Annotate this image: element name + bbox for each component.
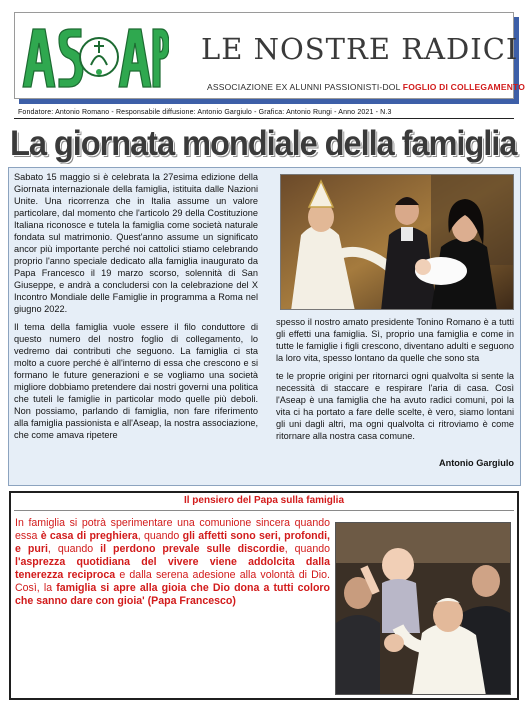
masthead-subtitle	[207, 82, 526, 92]
baptism-photo-illustration	[281, 175, 514, 310]
quote-emphasis: famiglia si apre alla gioia che Dio dona a tutti coloro che sanno dare con gioia' (Papa Francesco)	[15, 582, 331, 607]
quote-text: e dalla serena adesione alla volontà di Dio. Così, la	[15, 569, 330, 594]
pope-with-child-photo	[335, 522, 511, 695]
baptism-photo	[280, 174, 514, 310]
article-headline: La giornata mondiale della famiglia	[10, 124, 517, 163]
quote-emphasis: il perdono prevale sulle discordie	[100, 543, 285, 555]
association-name: ASSOCIAZIONE EX ALUNNI PASSIONISTI-DOL	[207, 82, 401, 92]
quote-emphasis: è casa di preghiera	[40, 530, 138, 542]
article-right-column	[276, 316, 514, 448]
pope-box-title: Il pensiero del Papa sulla famiglia	[183, 495, 345, 506]
divider	[14, 118, 514, 119]
quote-text: , quando	[284, 543, 330, 555]
article-paragraph: Il tema della famiglia vuole essere il filo conduttore di questo numero del nostro foglio di collegamento, lo vedremo dai contributi che seguono. La famiglia ci sta molto a cuore perché è all'interno di essa che crescono e si formano le future generazioni e se vogliamo una società migliore dobbiamo pretendere dai nostri governi una politica che tuteli le famiglie in particolar modo quelle più deboli. Non possiamo, parlando di famiglia, non fare riferimento alla famiglia passionista e all'Aseap, la nostra associazione, che come amava ripetere	[14, 322, 258, 440]
divider	[14, 510, 514, 511]
foglio-label: FOGLIO DI COLLEGAMENTO	[402, 82, 526, 92]
quote-text: In famiglia si potrà sperimentare una comunione sincera quando essa	[15, 517, 330, 542]
article-paragraph: te le proprie origini per ritornarci ogni qualvolta si sente la necessità di staccare e respirare l'aria di casa. Così l'Aseap è una famiglia che ha avuto radici comuni, poi la vita ci ha portato a fare delle scelte, è vero, siamo lontani gli uni dagli altri, ma ogni qualvolta ci ritroviamo è come ritornare alla nostra casa comune.	[276, 371, 514, 441]
masthead-title: LE NOSTRE RADICI	[201, 32, 519, 66]
article-author: Antonio Gargiulo	[438, 458, 514, 468]
quote-text: , quando	[137, 530, 183, 542]
article-left-column	[14, 171, 258, 447]
masthead	[14, 12, 526, 99]
pope-with-child-illustration	[336, 523, 511, 695]
quote-emphasis: l'asprezza quotidiana del vivere viene addolcita dalla tenerezza reciproca	[15, 556, 330, 581]
aseap-logo	[19, 17, 169, 95]
pope-quote	[15, 517, 330, 608]
article-paragraph: spesso il nostro amato presidente Tonino Romano è a tutti gli effetti una famiglia. Sì, proprio una famiglia e come in tutte le famiglie i figli crescono, diventano adulti e seguono la loro vita, spesso lontano da quelle che sono sta	[276, 317, 514, 363]
quote-text: , quando	[47, 543, 101, 555]
credits-line: Fondatore: Antonio Romano - Responsabile diffusione: Antonio Gargiulo - Grafica: Antonio Rungi - Anno 2021 - N.3	[18, 109, 392, 116]
article-paragraph: Sabato 15 maggio si è celebrata la 27esima edizione della Giornata internazionale della famiglia, istituita dalle Nazioni Unite. Una ricorrenza che in Italia assume un valore particolare, dal momento che l'articolo 29 della Costituzione Italiana riconosce e tutela la famiglia come società naturale fondata sul matrimonio. Quest'anno assume un significato ancor più importante perché noi cattolici stiamo celebrando proprio l'anno speciale dedicato alla famiglia inaugurato da Papa Francesco il 19 marzo scorso, solennità di San Giuseppe, e andrà a concludersi con la celebrazione del X Incontro Mondiale delle Famiglie in programma a Roma nel giugno 2022.	[14, 172, 258, 314]
quote-emphasis: gli affetti sono seri, profondi, e puri	[15, 530, 330, 555]
